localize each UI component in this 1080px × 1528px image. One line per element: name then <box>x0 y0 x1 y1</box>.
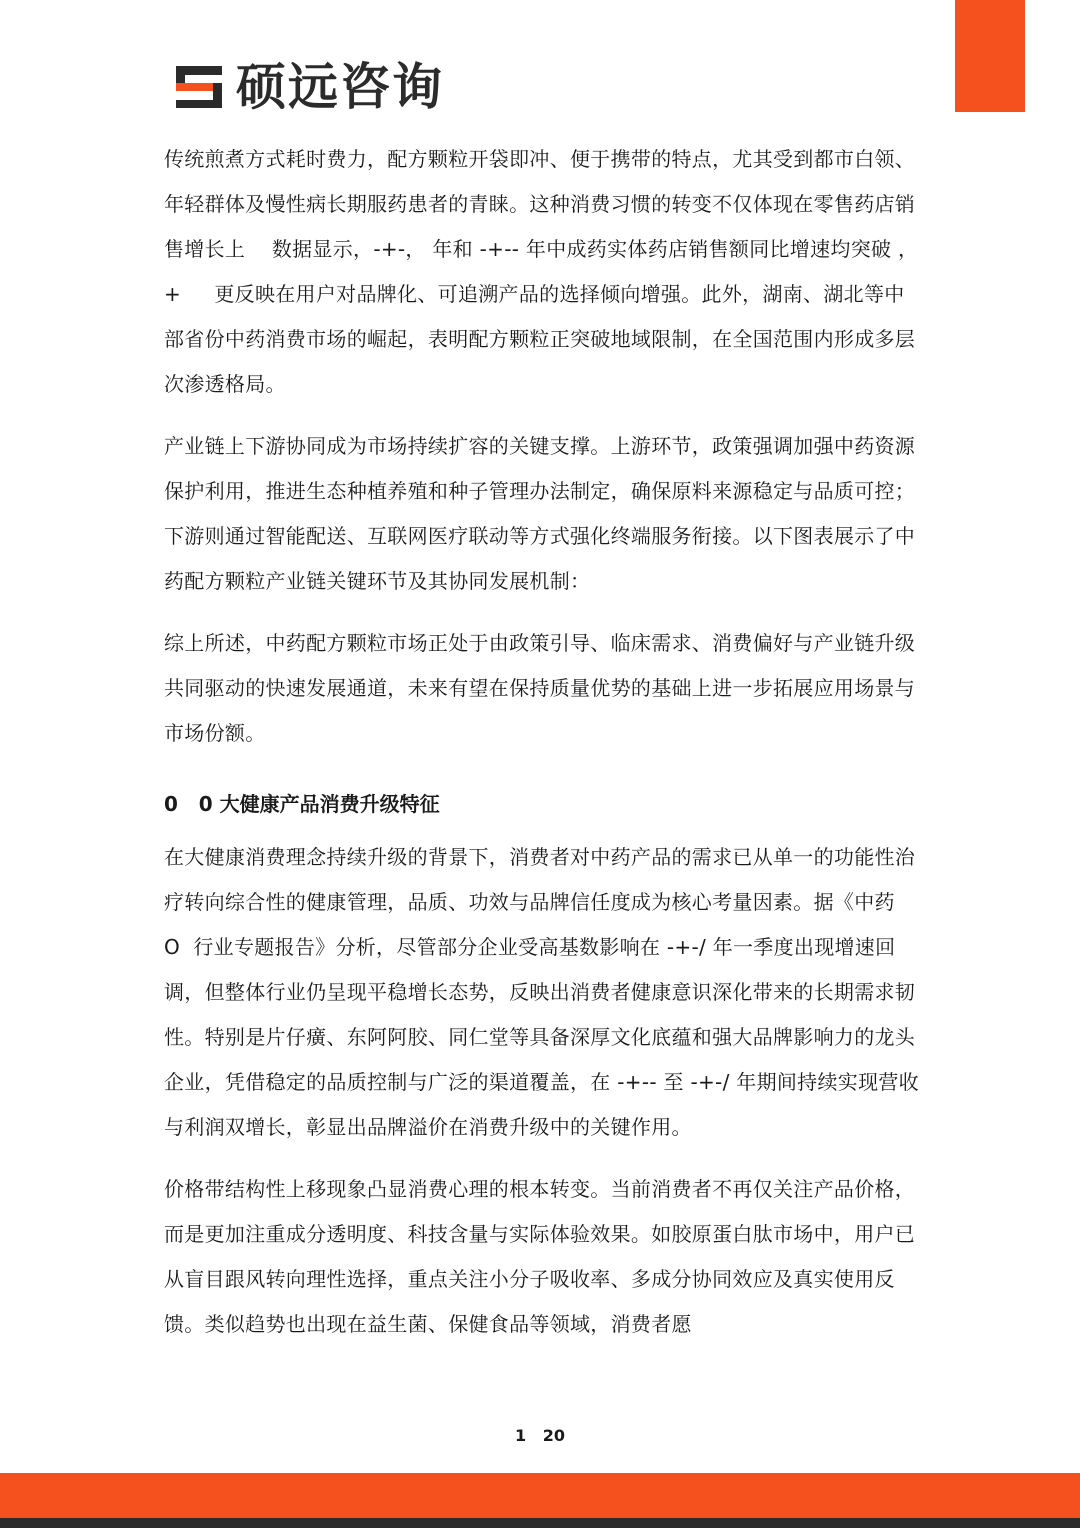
paragraph-summary: 综上所述，中药配方颗粒市场正处于由政策引导、临床需求、消费偏好与产业链升级共同驱动的快速发展通道，未来有望在保持质量优势的基础上进一步拓展应用场景与市场份额。 <box>164 631 916 745</box>
footer-dark-strip <box>0 1518 1080 1528</box>
section-heading: 0 0 大健康产品消费升级特征 <box>164 792 440 816</box>
brand-name: 硕远咨询 <box>236 58 444 116</box>
document-body <box>164 137 924 1364</box>
page-number: 1 20 <box>514 1426 566 1445</box>
paragraph-industry-chain: 产业链上下游协同成为市场持续扩容的关键支撑。上游环节，政策强调加强中药资源保护利用，推进生态种植养殖和种子管理办法制定，确保原料来源稳定与品质可控；下游则通过智能配送、互联网医疗联动等方式强化终端服务衔接。以下图表展示了中药配方颗粒产业链关键环节及其协同发展机制： <box>164 434 916 593</box>
footer-accent-bar <box>0 1473 1080 1518</box>
paragraph-consumption-habits: 传统煎煮方式耗时费力，配方颗粒开袋即冲、便于携带的特点，尤其受到都市白领、年轻群体及慢性病长期服药患者的青睐。这种消费习惯的转变不仅体现在零售药店销售增长上 数据显示，-+-， 年和 -+-- 年中成药实体药店销售额同比增速均突破 ，+ 更反映在用户对品牌化、可追溯产品的选择倾向增强。此外，湖南、湖北等中部省份中药消费市场的崛起，表明配方颗粒正突破地域限制，在全国范围内形成多层次渗透格局。 <box>164 147 919 396</box>
paragraph-price-shift: 价格带结构性上移现象凸显消费心理的根本转变。当前消费者不再仅关注产品价格，而是更加注重成分透明度、科技含量与实际体验效果。如胶原蛋白肽市场中，用户已从盲目跟风转向理性选择，重点关注小分子吸收率、多成分协同效应及真实使用反馈。类似趋势也出现在益生菌、保健食品等领域，消费者愿 <box>164 1177 916 1336</box>
square-s-logo-icon <box>174 62 226 112</box>
top-accent-block <box>955 0 1025 112</box>
brand-header <box>174 58 444 116</box>
paragraph-health-upgrade: 在大健康消费理念持续升级的背景下，消费者对中药产品的需求已从单一的功能性治疗转向综合性的健康管理，品质、功效与品牌信任度成为核心考量因素。据《中药 O 行业专题报告》分析，尽管部分企业受高基数影响在 -+-/ 年一季度出现增速回调，但整体行业仍呈现平稳增长态势，反映出消费者健康意识深化带来的长期需求韧性。特别是片仔癀、东阿阿胶、同仁堂等具备深厚文化底蕴和强大品牌影响力的龙头企业，凭借稳定的品质控制与广泛的渠道覆盖，在 -+-- 至 -+-/ 年期间持续实现营收与利润双增长，彰显出品牌溢价在消费升级中的关键作用。 <box>164 845 919 1139</box>
